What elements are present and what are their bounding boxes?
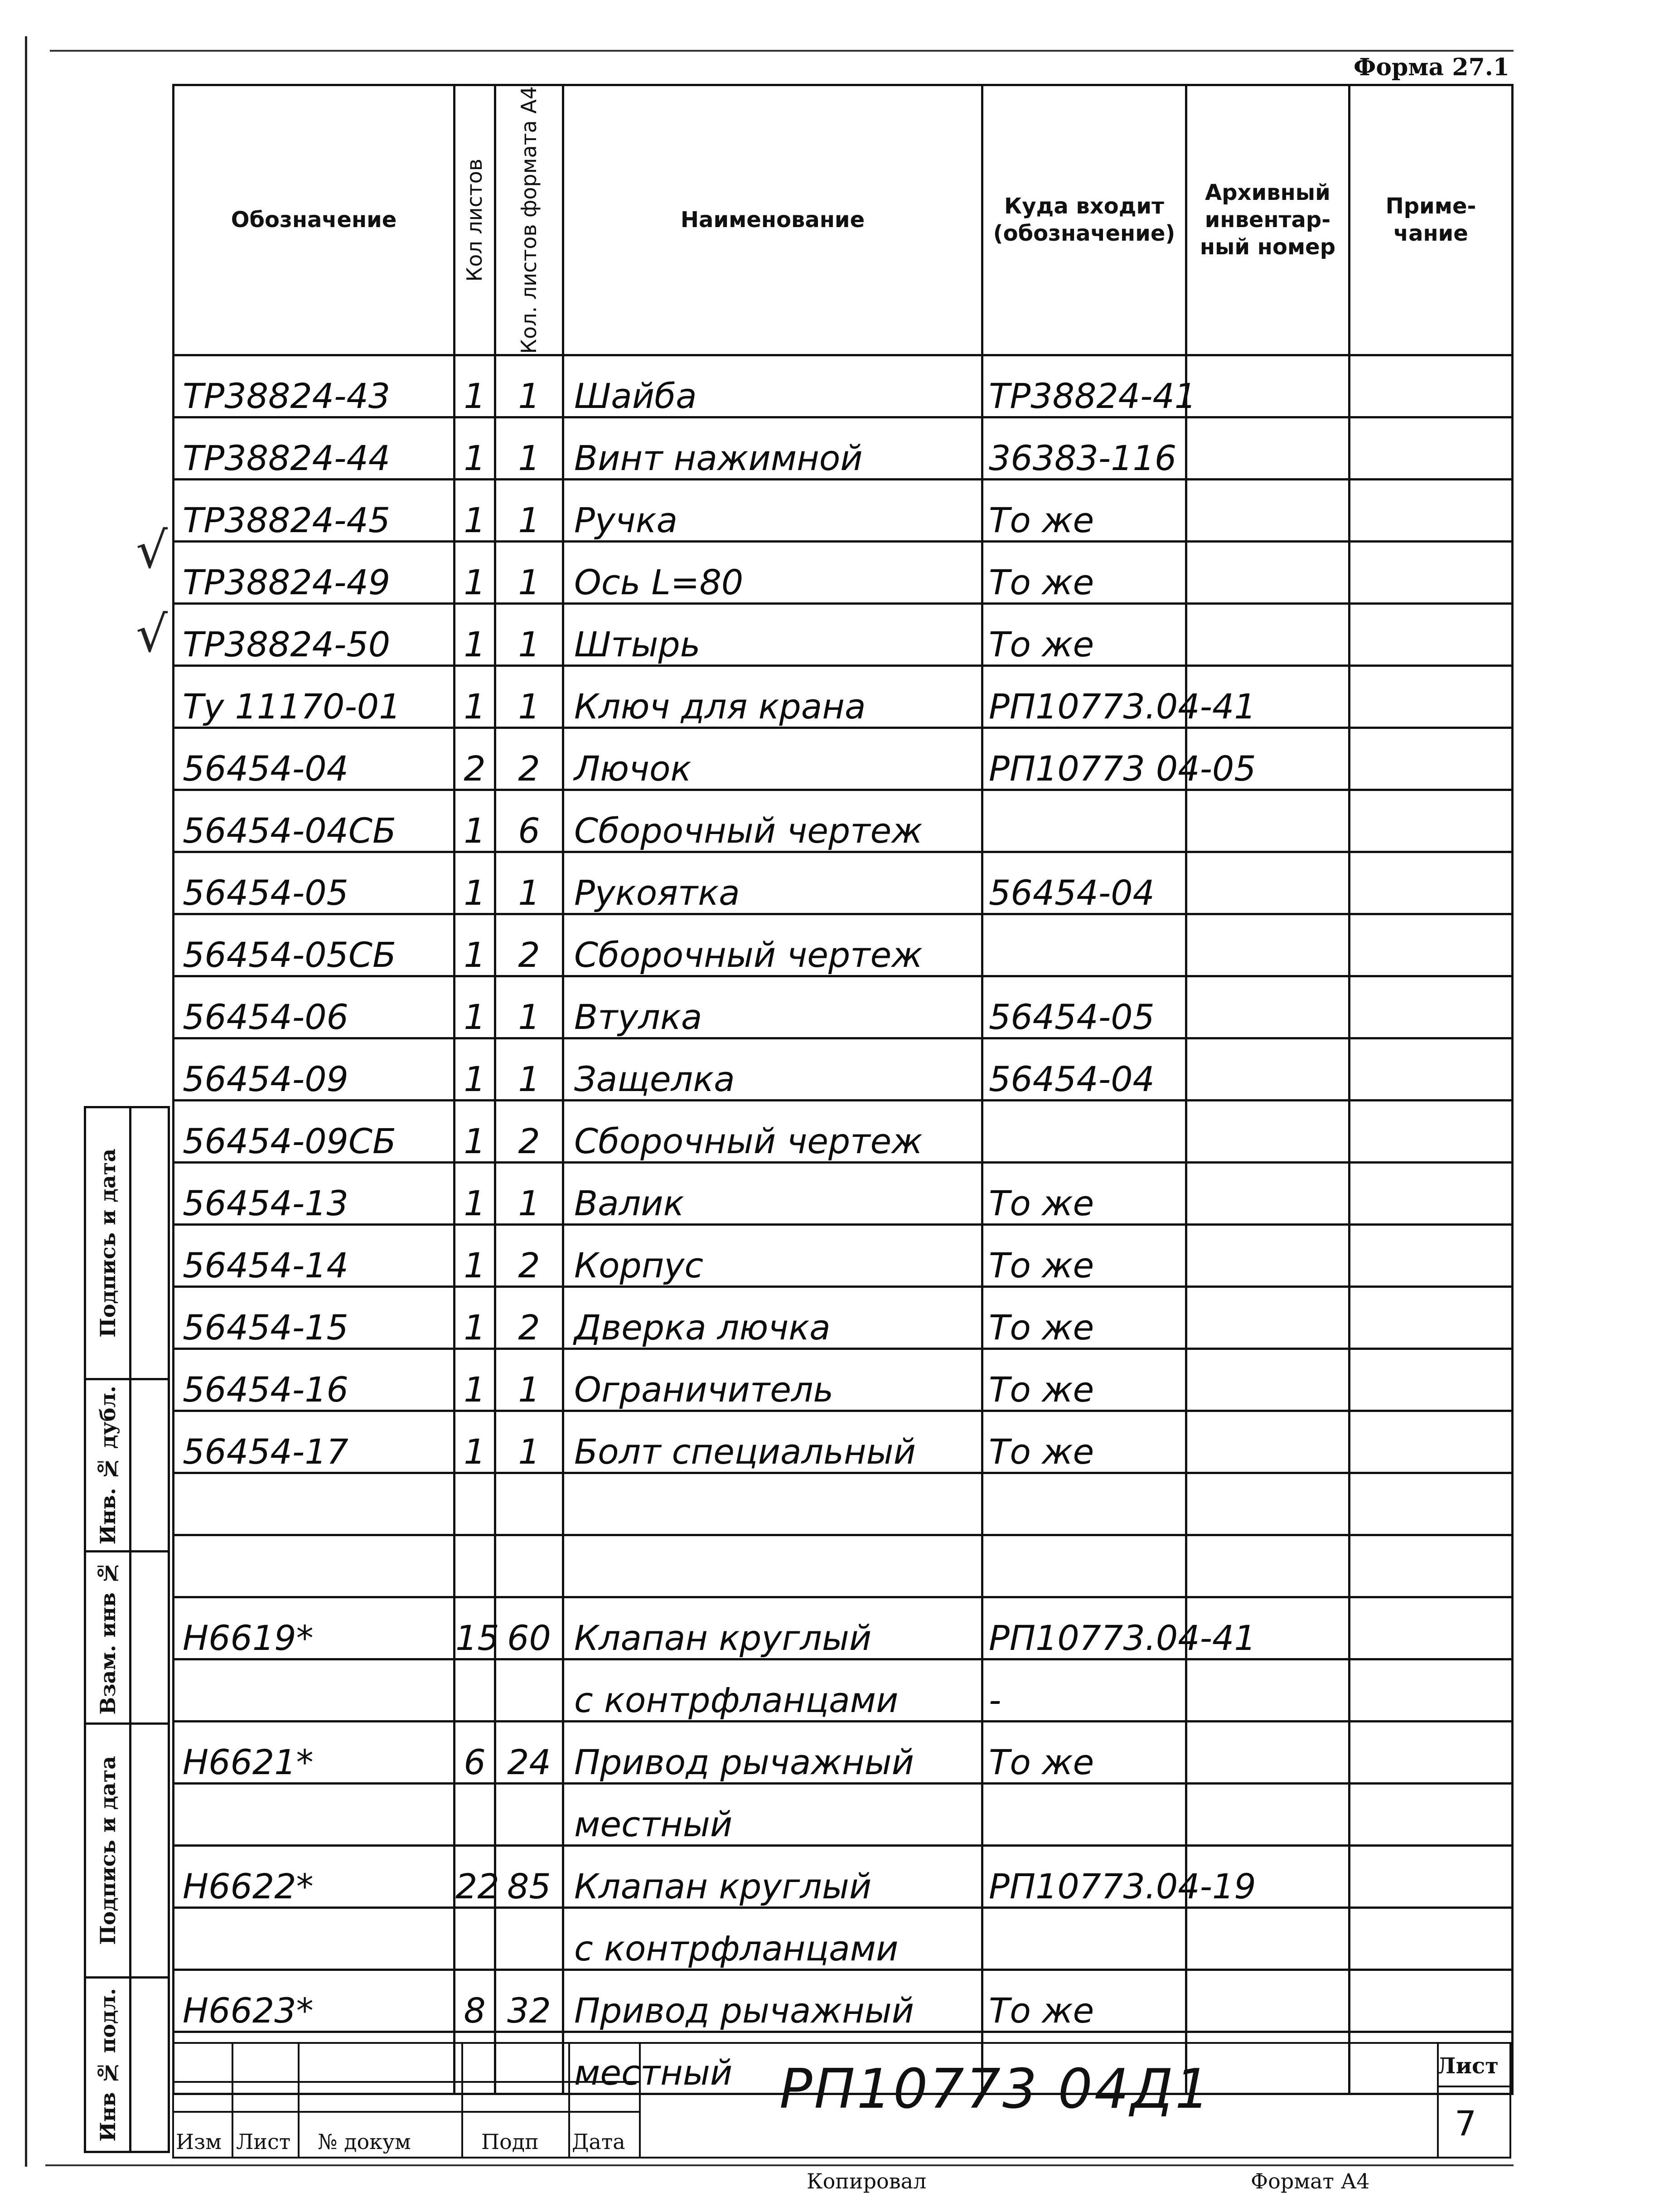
side-signature-date-2: Подпись и дата <box>86 1725 131 1976</box>
cell-where-used: То же <box>982 541 1186 603</box>
cell-where-used: То же <box>982 1411 1186 1473</box>
cell-name: местный <box>563 2032 982 2094</box>
side-signature-date-1: Подпись и дата <box>86 1108 131 1378</box>
check-mark-icon: √ <box>136 605 168 663</box>
cell-designation: Ту 11170-01 <box>174 665 455 728</box>
cell-where-used: РП10773.04-19 <box>982 1845 1186 1907</box>
cell-where-used <box>982 1100 1186 1162</box>
cell-sheets-a4: 1 <box>495 665 563 728</box>
stamp-cell <box>461 2042 570 2083</box>
cell-designation: 56454-04СБ <box>174 790 455 852</box>
cell-designation <box>174 1535 455 1597</box>
cell-name: Сборочный чертеж <box>563 1100 982 1162</box>
cell-note <box>1349 417 1513 479</box>
cell-name: Клапан круглый <box>563 1845 982 1907</box>
margin-line-left <box>25 36 27 2167</box>
cell-note <box>1349 728 1513 790</box>
cell-designation: ТР38824-49 <box>174 541 455 603</box>
cell-sheets-a4: 2 <box>495 1286 563 1349</box>
cell-sheets: 1 <box>455 355 495 417</box>
cell-name: Сборочный чертеж <box>563 790 982 852</box>
cell-sheets: 1 <box>455 417 495 479</box>
cell-sheets: 15 <box>455 1597 495 1659</box>
margin-line-bottom <box>45 2164 1514 2166</box>
cell-sheets-a4: 1 <box>495 417 563 479</box>
stamp-cell <box>298 2042 463 2083</box>
cell-sheets: 1 <box>455 1162 495 1224</box>
stamp-cell <box>568 2081 641 2113</box>
stamp-cell-list: Лист <box>232 2111 300 2159</box>
cell-note <box>1349 1535 1513 1597</box>
cell-note <box>1349 1721 1513 1783</box>
cell-note <box>1349 1286 1513 1349</box>
margin-line-top <box>50 50 1514 52</box>
cell-sheets-a4: 1 <box>495 603 563 665</box>
cell-note <box>1349 603 1513 665</box>
cell-designation: 56454-06 <box>174 976 455 1038</box>
cell-designation <box>174 1783 455 1845</box>
cell-note <box>1349 1162 1513 1224</box>
cell-note <box>1349 1411 1513 1473</box>
table-row <box>174 1659 1513 1721</box>
cell-name: Защелка <box>563 1038 982 1100</box>
cell-sheets: 1 <box>455 1224 495 1286</box>
cell-name: Привод рычажный <box>563 1721 982 1783</box>
table-row <box>174 790 1513 852</box>
cell-sheets: 1 <box>455 914 495 976</box>
stamp-cell <box>568 2042 641 2083</box>
cell-sheets: 1 <box>455 1286 495 1349</box>
cell-note <box>1349 1969 1513 2032</box>
side-row <box>86 1979 168 2151</box>
table-row <box>174 1224 1513 1286</box>
cell-sheets-a4 <box>495 1535 563 1597</box>
cell-name: Лючок <box>563 728 982 790</box>
cell-archive-number <box>1186 1411 1349 1473</box>
cell-archive-number <box>1186 541 1349 603</box>
cell-where-used: То же <box>982 479 1186 541</box>
cell-archive-number <box>1186 1969 1349 2032</box>
sheet-label: Лист <box>1437 2053 1499 2079</box>
cell-note <box>1349 976 1513 1038</box>
cell-note <box>1349 1100 1513 1162</box>
table-row <box>174 1162 1513 1224</box>
cell-sheets <box>455 1535 495 1597</box>
cell-sheets-a4: 1 <box>495 355 563 417</box>
cell-designation: ТР38824-50 <box>174 603 455 665</box>
cell-note <box>1349 852 1513 914</box>
cell-sheets-a4: 2 <box>495 1224 563 1286</box>
cell-sheets: 1 <box>455 852 495 914</box>
stamp-cell-doc: № докум <box>298 2111 463 2159</box>
cell-name: Штырь <box>563 603 982 665</box>
cell-where-used: То же <box>982 1286 1186 1349</box>
table-row <box>174 1411 1513 1473</box>
cell-archive-number <box>1186 976 1349 1038</box>
cell-where-used <box>982 1473 1186 1535</box>
cell-sheets <box>455 1783 495 1845</box>
stamp-cell <box>461 2081 570 2113</box>
cell-sheets <box>455 1659 495 1721</box>
cell-sheets-a4: 6 <box>495 790 563 852</box>
cell-sheets-a4 <box>495 1783 563 1845</box>
cell-designation: 56454-17 <box>174 1411 455 1473</box>
cell-sheets: 1 <box>455 1100 495 1162</box>
cell-name: Привод рычажный <box>563 1969 982 2032</box>
cell-archive-number <box>1186 790 1349 852</box>
cell-where-used: РП10773 04-05 <box>982 728 1186 790</box>
stamp-cell-izm: Изм <box>172 2111 233 2159</box>
cell-archive-number <box>1186 355 1349 417</box>
cell-note <box>1349 1659 1513 1721</box>
cell-sheets-a4: 1 <box>495 541 563 603</box>
table-row <box>174 417 1513 479</box>
cell-note <box>1349 1038 1513 1100</box>
side-row <box>86 1108 168 1380</box>
table-row <box>174 914 1513 976</box>
cell-where-used <box>982 1783 1186 1845</box>
cell-name: Клапан круглый <box>563 1597 982 1659</box>
cell-sheets: 1 <box>455 790 495 852</box>
cell-note <box>1349 914 1513 976</box>
cell-where-used: То же <box>982 1162 1186 1224</box>
cell-archive-number <box>1186 1535 1349 1597</box>
header-name: Наименование <box>563 85 982 355</box>
stamp-cell <box>232 2042 300 2083</box>
cell-note <box>1349 665 1513 728</box>
cell-sheets-a4: 60 <box>495 1597 563 1659</box>
cell-sheets: 2 <box>455 728 495 790</box>
cell-sheets-a4: 2 <box>495 728 563 790</box>
cell-sheets-a4: 1 <box>495 1162 563 1224</box>
cell-where-used: ТР38824-41 <box>982 355 1186 417</box>
stamp-cell <box>172 2042 233 2083</box>
cell-sheets-a4: 2 <box>495 1100 563 1162</box>
cell-where-used: То же <box>982 1349 1186 1411</box>
cell-sheets-a4: 85 <box>495 1845 563 1907</box>
cell-sheets-a4: 1 <box>495 852 563 914</box>
cell-archive-number <box>1186 1349 1349 1411</box>
check-mark-icon: √ <box>136 521 168 579</box>
table-row <box>174 976 1513 1038</box>
cell-archive-number <box>1186 417 1349 479</box>
cell-where-used: То же <box>982 1721 1186 1783</box>
cell-sheets: 6 <box>455 1721 495 1783</box>
table-row <box>174 665 1513 728</box>
cell-archive-number <box>1186 1659 1349 1721</box>
table-row <box>174 1286 1513 1349</box>
cell-where-used: РП10773.04-41 <box>982 1597 1186 1659</box>
cell-where-used: То же <box>982 603 1186 665</box>
cell-name: Валик <box>563 1162 982 1224</box>
cell-designation: ТР38824-43 <box>174 355 455 417</box>
cell-name <box>563 1473 982 1535</box>
table-row <box>174 1845 1513 1907</box>
cell-name <box>563 1535 982 1597</box>
cell-designation: 56454-05 <box>174 852 455 914</box>
cell-archive-number <box>1186 1224 1349 1286</box>
cell-where-used: То же <box>982 1224 1186 1286</box>
cell-note <box>1349 1845 1513 1907</box>
table-header-row <box>174 85 1513 355</box>
table-row <box>174 1597 1513 1659</box>
cell-sheets-a4: 1 <box>495 479 563 541</box>
cell-name: Ручка <box>563 479 982 541</box>
table-row <box>174 1721 1513 1783</box>
cell-designation: Н6622* <box>174 1845 455 1907</box>
cell-sheets-a4: 1 <box>495 1349 563 1411</box>
cell-archive-number <box>1186 1100 1349 1162</box>
cell-designation: Н6621* <box>174 1721 455 1783</box>
sheet-number: 7 <box>1455 2103 1477 2144</box>
stamp-cell <box>298 2081 463 2113</box>
cell-name: Корпус <box>563 1224 982 1286</box>
table-row <box>174 541 1513 603</box>
footer-copied: Копировал <box>807 2169 927 2193</box>
cell-archive-number <box>1186 1721 1349 1783</box>
cell-where-used <box>982 1907 1186 1969</box>
cell-note <box>1349 1907 1513 1969</box>
cell-where-used: То же <box>982 1969 1186 2032</box>
document-number: РП10773 04Д1 <box>779 2058 1212 2121</box>
cell-where-used: 56454-05 <box>982 976 1186 1038</box>
table-row <box>174 1100 1513 1162</box>
cell-sheets-a4: 24 <box>495 1721 563 1783</box>
cell-sheets <box>455 1907 495 1969</box>
table-row <box>174 479 1513 541</box>
cell-archive-number <box>1186 852 1349 914</box>
cell-note <box>1349 355 1513 417</box>
side-dup-inv: Инв. № дубл. <box>86 1380 131 1550</box>
cell-designation: 56454-13 <box>174 1162 455 1224</box>
side-replace-inv: Взам. инв № <box>86 1552 131 1722</box>
table-row <box>174 1038 1513 1100</box>
cell-archive-number <box>1186 603 1349 665</box>
cell-sheets-a4 <box>495 1907 563 1969</box>
stamp-cell <box>172 2081 233 2113</box>
cell-name: Дверка лючка <box>563 1286 982 1349</box>
cell-archive-number <box>1186 1162 1349 1224</box>
cell-name: Болт специальный <box>563 1411 982 1473</box>
cell-sheets: 1 <box>455 603 495 665</box>
cell-sheets-a4 <box>495 1659 563 1721</box>
table-row <box>174 355 1513 417</box>
cell-note <box>1349 790 1513 852</box>
cell-designation <box>174 1473 455 1535</box>
cell-sheets-a4: 1 <box>495 1038 563 1100</box>
cell-archive-number <box>1186 1038 1349 1100</box>
cell-sheets: 8 <box>455 1969 495 2032</box>
cell-note <box>1349 1597 1513 1659</box>
cell-where-used: 36383-116 <box>982 417 1186 479</box>
cell-note <box>1349 1224 1513 1286</box>
cell-name: Ось L=80 <box>563 541 982 603</box>
cell-note <box>1349 541 1513 603</box>
header-archive-number: Архивный инвентар- ный номер <box>1186 85 1349 355</box>
cell-sheets: 1 <box>455 1411 495 1473</box>
specification-table <box>172 84 1514 2095</box>
cell-archive-number <box>1186 1286 1349 1349</box>
cell-name: Сборочный чертеж <box>563 914 982 976</box>
cell-designation: ТР38824-44 <box>174 417 455 479</box>
cell-name: Рукоятка <box>563 852 982 914</box>
cell-archive-number <box>1186 1783 1349 1845</box>
cell-name: местный <box>563 1783 982 1845</box>
cell-designation <box>174 1907 455 1969</box>
side-row <box>86 1380 168 1552</box>
cell-archive-number <box>1186 914 1349 976</box>
table-row <box>174 1969 1513 2032</box>
side-stamp-column <box>84 1106 170 2153</box>
cell-sheets: 1 <box>455 665 495 728</box>
cell-note <box>1349 1349 1513 1411</box>
cell-sheets <box>455 1473 495 1535</box>
stamp-cell-date: Дата <box>568 2111 641 2159</box>
cell-where-used <box>982 914 1186 976</box>
cell-note <box>1349 1473 1513 1535</box>
cell-name: Втулка <box>563 976 982 1038</box>
header-sheets-count: Кол листов <box>455 85 495 355</box>
table-row <box>174 1349 1513 1411</box>
cell-designation: 56454-09 <box>174 1038 455 1100</box>
cell-archive-number <box>1186 1907 1349 1969</box>
cell-sheets: 1 <box>455 976 495 1038</box>
cell-sheets-a4: 1 <box>495 1411 563 1473</box>
side-row <box>86 1552 168 1725</box>
table-row <box>174 1535 1513 1597</box>
table-row <box>174 1473 1513 1535</box>
cell-where-used: - <box>982 1659 1186 1721</box>
cell-designation: ТР38824-45 <box>174 479 455 541</box>
cell-sheets: 22 <box>455 1845 495 1907</box>
stamp-cell <box>232 2081 300 2113</box>
cell-archive-number <box>1186 479 1349 541</box>
cell-designation: 56454-05СБ <box>174 914 455 976</box>
cell-sheets-a4: 32 <box>495 1969 563 2032</box>
table-row <box>174 603 1513 665</box>
header-designation: Обозначение <box>174 85 455 355</box>
cell-designation: 56454-16 <box>174 1349 455 1411</box>
cell-name: Ключ для крана <box>563 665 982 728</box>
cell-where-used: 56454-04 <box>982 1038 1186 1100</box>
cell-sheets: 1 <box>455 541 495 603</box>
table-body <box>174 355 1513 2094</box>
cell-designation: Н6619* <box>174 1597 455 1659</box>
table-row <box>174 1783 1513 1845</box>
header-sheets-a4: Кол. листов формата А4 <box>495 85 563 355</box>
cell-designation: Н6623* <box>174 1969 455 2032</box>
footer-format: Формат А4 <box>1251 2169 1370 2193</box>
table-row <box>174 1907 1513 1969</box>
cell-sheets-a4 <box>495 1473 563 1535</box>
cell-sheets: 1 <box>455 1349 495 1411</box>
header-where-used: Куда входит (обозначение) <box>982 85 1186 355</box>
cell-note <box>1349 1783 1513 1845</box>
cell-name: с контрфланцами <box>563 1907 982 1969</box>
cell-name: с контрфланцами <box>563 1659 982 1721</box>
cell-designation: 56454-15 <box>174 1286 455 1349</box>
cell-sheets: 1 <box>455 479 495 541</box>
cell-name: Ограничитель <box>563 1349 982 1411</box>
side-row <box>86 1725 168 1979</box>
cell-where-used <box>982 790 1186 852</box>
cell-designation: 56454-14 <box>174 1224 455 1286</box>
side-orig-inv: Инв № подл. <box>86 1979 131 2151</box>
stamp-cell-sign: Подп <box>461 2111 570 2159</box>
table-row <box>174 728 1513 790</box>
cell-where-used: 56454-04 <box>982 852 1186 914</box>
cell-note <box>1349 479 1513 541</box>
cell-name: Винт нажимной <box>563 417 982 479</box>
cell-archive-number <box>1186 1473 1349 1535</box>
cell-name: Шайба <box>563 355 982 417</box>
cell-designation <box>174 1659 455 1721</box>
cell-where-used <box>982 1535 1186 1597</box>
cell-designation: 56454-04 <box>174 728 455 790</box>
form-label: Форма 27.1 <box>1354 53 1509 81</box>
table-row <box>174 852 1513 914</box>
cell-sheets: 1 <box>455 1038 495 1100</box>
cell-sheets-a4: 1 <box>495 976 563 1038</box>
cell-where-used: РП10773.04-41 <box>982 665 1186 728</box>
header-note: Приме- чание <box>1349 85 1513 355</box>
cell-designation: 56454-09СБ <box>174 1100 455 1162</box>
cell-sheets-a4: 2 <box>495 914 563 976</box>
